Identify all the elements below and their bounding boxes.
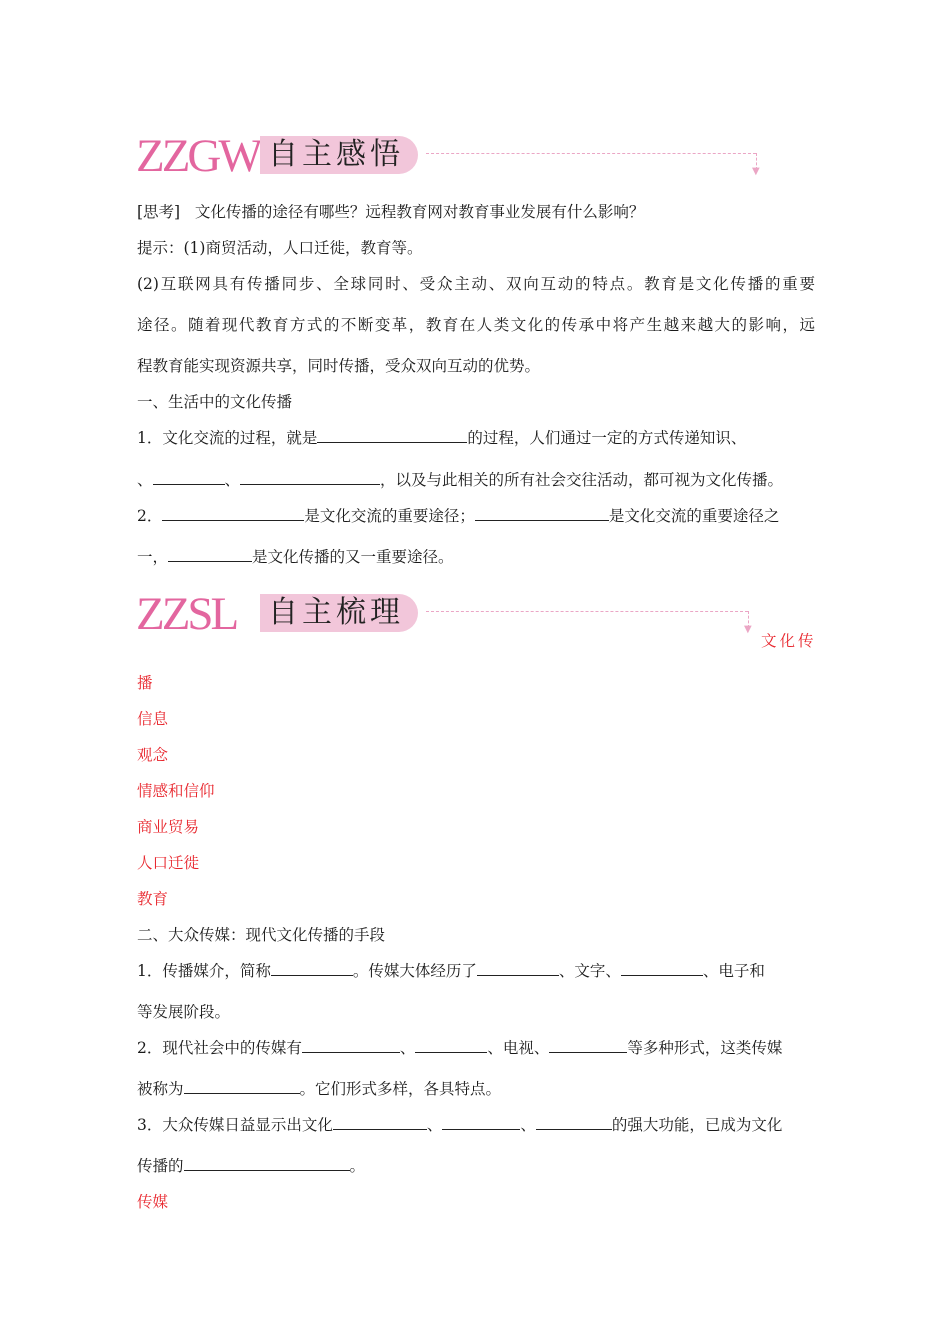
answer-blank[interactable] [442, 1115, 520, 1130]
answer-text: 商业贸易 [137, 818, 200, 836]
answer-text: 传媒 [137, 1193, 169, 1211]
answer-blank[interactable] [536, 1115, 612, 1130]
section2-heading: 二、大众传媒：现代文化传播的手段 [137, 926, 386, 944]
answer-blank[interactable] [302, 1038, 400, 1053]
section1-heading: 一、生活中的文化传播 [137, 393, 293, 411]
banner-title: 自主梳理 [260, 594, 418, 632]
answer-text: 播 [137, 674, 153, 692]
banner-divider [426, 153, 756, 154]
s1-q1-line2: 、 、 ，以及与此相关的所有社会交往活动，都可视为文化传播。 [137, 471, 784, 489]
answer-blank[interactable] [475, 506, 609, 521]
banner-logo: ZZGW [136, 130, 260, 182]
answer-blank[interactable] [162, 506, 304, 521]
banner-logo: ZZSL [136, 588, 237, 640]
s1-q1-line1: 1．文化交流的过程，就是 的过程，人们通过一定的方式传递知识、 [137, 429, 747, 447]
s2-q2-line2: 被称为 。它们形式多样，各具特点。 [137, 1080, 502, 1098]
chevron-down-icon: ▼ [744, 624, 752, 635]
s2-q1-line2: 等发展阶段。 [137, 1003, 231, 1021]
answer-blank[interactable] [168, 547, 252, 562]
answer-text: 教育 [137, 890, 169, 908]
s2-q3-line2: 传播的 。 [137, 1157, 366, 1175]
chevron-down-icon: ▼ [752, 166, 760, 177]
answer-blank[interactable] [317, 428, 467, 443]
s1-q2-line2: 一， 是文化传播的又一重要途径。 [137, 548, 454, 566]
s1-q2-line1: 2． 是文化交流的重要途径； 是文化交流的重要途径之 [137, 507, 780, 525]
answer-blank[interactable] [184, 1156, 350, 1171]
s2-q2-line1: 2．现代社会中的传媒有 、 、电视、 等多种形式，这类传媒 [137, 1039, 783, 1057]
hint-line-3: 途径。随着现代教育方式的不断变革，教育在人类文化的传承中将产生越来越大的影响，远 [137, 316, 815, 334]
hint-line-1: 提示：(1)商贸活动，人口迁徙，教育等。 [137, 239, 423, 257]
answer-blank[interactable] [184, 1079, 300, 1094]
answer-text: 观念 [137, 746, 169, 764]
answer-blank[interactable] [240, 470, 380, 485]
answer-blank[interactable] [333, 1115, 427, 1130]
answer-blank[interactable] [549, 1038, 627, 1053]
answer-blank[interactable] [271, 961, 353, 976]
answer-text: 文化传 [761, 632, 817, 650]
answer-text: 情感和信仰 [137, 782, 215, 800]
answer-text: 人口迁徙 [137, 854, 200, 872]
answer-blank[interactable] [477, 961, 559, 976]
answer-blank[interactable] [415, 1038, 487, 1053]
answer-blank[interactable] [621, 961, 703, 976]
hint-line-4: 程教育能实现资源共享，同时传播，受众双向互动的优势。 [137, 357, 541, 375]
banner-title: 自主感悟 [260, 136, 418, 174]
answer-blank[interactable] [153, 470, 225, 485]
banner-divider [426, 611, 748, 612]
hint-line-2: (2)互联网具有传播同步、全球同时、受众主动、双向互动的特点。教育是文化传播的重要 [137, 275, 815, 293]
answer-text: 信息 [137, 710, 169, 728]
s2-q1-line1: 1．传播媒介，简称 。传媒大体经历了 、文字、 、电子和 [137, 962, 765, 980]
section-banner-zzsl [136, 588, 766, 640]
section-banner-zzgw [136, 130, 766, 182]
s2-q3-line1: 3．大众传媒日益显示出文化 、 、 的强大功能，已成为文化 [137, 1116, 783, 1134]
think-question: [思考] 文化传播的途径有哪些？远程教育网对教育事业发展有什么影响？ [137, 203, 645, 221]
